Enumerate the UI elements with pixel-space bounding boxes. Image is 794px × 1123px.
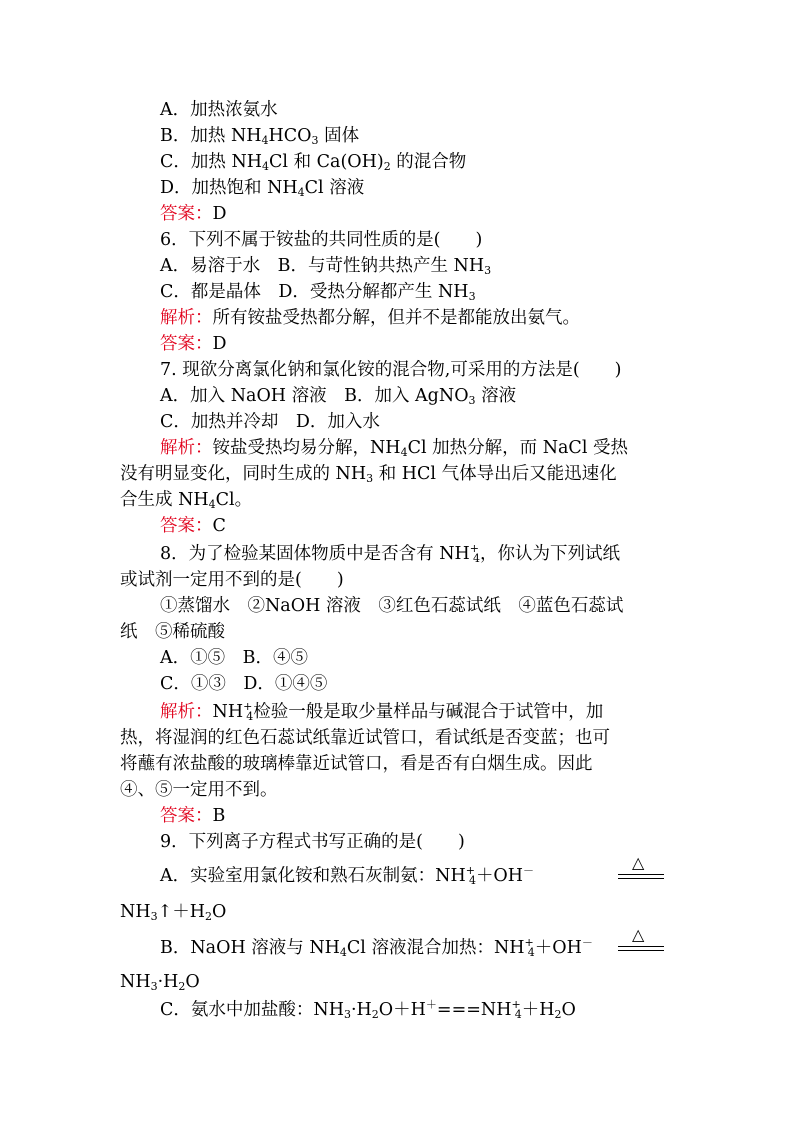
q7-explanation-line-3: 合生成 $NH_4Cl$。 <box>120 490 253 511</box>
q7-options-cd: C．加热并冷却 D．加入水 <box>160 412 380 432</box>
q8-explanation-line-4: ④、⑤一定用不到。 <box>120 780 278 800</box>
q7-stem: 7. 现欲分离氯化钠和氯化铵的混合物,可采用的方法是( ) <box>160 360 622 380</box>
answer-label: 答案： <box>160 334 213 354</box>
answer-label: 答案： <box>160 204 213 224</box>
q8-options-ab: A．①⑤ B．④⑤ <box>160 648 308 668</box>
q9-option-b-line-1: B．NaOH 溶液与 $NH_4Cl$ 溶液混合加热：$NH^+_4+OH^-$ <box>160 936 593 959</box>
q9-option-a-line-2: $NH_3↑+H_2O$ <box>120 902 227 923</box>
answer-label: 答案： <box>160 806 213 826</box>
heating-condition-arrow <box>618 925 668 952</box>
q6-options-ab: A．易溶于水 B．与苛性钠共热产生 $NH_3$ <box>160 256 492 277</box>
q7-answer: 答案：C <box>160 516 226 536</box>
q8-explanation-line-1: 解析：$NH^+_4$检验一般是取少量样品与碱混合于试管中，加 <box>160 700 604 723</box>
q8-items-line-1: ①蒸馏水 ②NaOH 溶液 ③红色石蕊试纸 ④蓝色石蕊试 <box>160 596 624 616</box>
q8-explanation-line-2: 热，将湿润的红色石蕊试纸靠近试管口，看试纸是否变蓝；也可 <box>120 728 610 748</box>
q5-option-c: C．加热 $NH_4Cl$ 和 $Ca(OH)_2$ 的混合物 <box>160 152 467 173</box>
q8-stem-line-2: 或试剂一定用不到的是( ) <box>120 570 344 590</box>
q7-explanation-line-2: 没有明显变化，同时生成的 $NH_3$ 和 HCl 气体导出后又能迅速化 <box>120 464 617 485</box>
explanation-label: 解析： <box>160 702 213 722</box>
heat-triangle-icon: △ <box>632 925 645 944</box>
q8-explanation-line-3: 将蘸有浓盐酸的玻璃棒靠近试管口，看是否有白烟生成。因此 <box>120 754 593 774</box>
q6-explanation: 解析：所有铵盐受热都分解，但并不是都能放出氨气。 <box>160 308 580 328</box>
q8-options-cd: C．①③ D．①④⑤ <box>160 674 328 694</box>
heating-condition-arrow <box>618 853 668 880</box>
q9-option-c: C．氨水中加盐酸：$NH_3\cdot H_2O+H^+===NH^+_4+H_2O$ <box>160 998 576 1021</box>
q9-option-a-line-1: A．实验室用氯化铵和熟石灰制氨：$NH^+_4+OH^-$ <box>160 864 535 887</box>
q8-items-line-2: 纸 ⑤稀硫酸 <box>120 622 225 642</box>
q6-stem: 6．下列不属于铵盐的共同性质的是( ) <box>160 230 483 250</box>
explanation-label: 解析： <box>160 438 213 458</box>
q7-explanation-line-1: 解析：铵盐受热均易分解，$NH_4Cl$ 加热分解，而 NaCl 受热 <box>160 438 628 459</box>
q9-option-b-line-2: $NH_3\cdot H_2O$ <box>120 972 200 993</box>
q5-option-b: B．加热 $NH_4HCO_3$ 固体 <box>160 126 360 147</box>
q6-options-cd: C．都是晶体 D．受热分解都产生 $NH_3$ <box>160 282 476 303</box>
explanation-label: 解析： <box>160 308 213 328</box>
q8-stem-line-1: 8．为了检验某固体物质中是否含有 $NH^+_4$，你认为下列试纸 <box>160 542 620 565</box>
q6-answer: 答案：D <box>160 334 227 354</box>
answer-label: 答案： <box>160 516 213 536</box>
q5-option-a: A．加热浓氨水 <box>160 100 278 120</box>
q8-answer: 答案：B <box>160 806 226 826</box>
q5-option-d: D．加热饱和 $NH_4Cl$ 溶液 <box>160 178 365 199</box>
q5-answer: 答案：D <box>160 204 227 224</box>
heat-triangle-icon: △ <box>632 853 645 872</box>
q9-stem: 9．下列离子方程式书写正确的是( ) <box>160 832 465 852</box>
q7-options-ab: A．加入 NaOH 溶液 B．加入 AgNO$_3$ 溶液 <box>160 386 517 407</box>
